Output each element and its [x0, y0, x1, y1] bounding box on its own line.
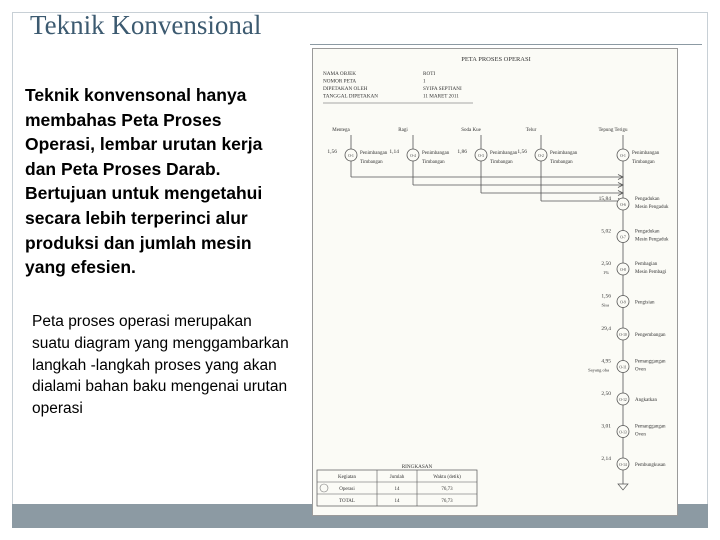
op-code: O-7: [620, 235, 626, 240]
chart-header-value: SYIFA SEPTIANI: [423, 86, 462, 92]
op-code: O-2: [538, 154, 544, 158]
summary-header: Waktu (detik): [433, 475, 461, 480]
op-time: 4,95: [601, 358, 611, 365]
operation-process-chart: [313, 49, 679, 517]
op-label: Pengadukan: [635, 197, 660, 202]
chart-header-value: 11 MARET 2011: [423, 93, 459, 100]
summary-cell: TOTAL: [339, 499, 355, 504]
summary-cell: 14: [394, 487, 400, 492]
op-time: 5,02: [601, 228, 611, 235]
definition-paragraph: Peta proses operasi merupakan suatu diagram yang menggambarkan langkah -langkah proses yang akan dialami bahan baku mengenai urutan operasi: [32, 313, 289, 418]
op-time: 15,84: [598, 196, 611, 202]
op-label: Timbangan: [550, 160, 573, 165]
op-label: Pengadukan: [635, 229, 660, 235]
flow-end-marker: [618, 484, 628, 490]
op-note: 1%: [603, 270, 609, 275]
op-time: 29,4: [601, 326, 611, 332]
chart-header-value: ROTI: [423, 71, 436, 77]
op-code: O-13: [619, 430, 627, 435]
op-note: Sisa: [601, 302, 609, 308]
material-label: Soda Kue: [461, 128, 481, 133]
summary-title: RINGKASAN: [401, 464, 433, 470]
op-label: Angkatkan: [635, 398, 657, 403]
op-code: O-4: [410, 154, 416, 158]
title-divider: [310, 44, 702, 45]
op-label: Mesin Pengaduk: [635, 205, 669, 210]
chart-header-label: NOMOR PETA: [323, 78, 357, 85]
summary-op-symbol: [320, 484, 328, 492]
op-code: O-6: [620, 203, 626, 207]
op-label: Pengisian: [635, 300, 655, 306]
op-label: Timbangan: [360, 160, 383, 165]
material-label: Mentega: [332, 128, 350, 133]
op-label: Mesin Pengaduk: [635, 237, 669, 243]
op-time: 2,14: [601, 456, 611, 462]
op-label: Penimbangan: [632, 151, 660, 156]
op-time: 1,86: [457, 149, 467, 155]
op-code: O-9: [620, 300, 626, 305]
op-time: 3,01: [601, 423, 611, 430]
op-label: Pembagian: [635, 262, 658, 267]
op-label: Pengembangan: [635, 333, 666, 338]
op-label: Penimbangan: [490, 151, 518, 156]
operation-process-chart-image: [312, 48, 678, 516]
chart-title: PETA PROSES OPERASI: [461, 56, 531, 63]
chart-header-label: DIPETAKAN OLEH: [323, 86, 368, 92]
op-code: O-10: [619, 333, 627, 337]
op-label: Timbangan: [632, 160, 655, 165]
op-code: O-1: [348, 154, 354, 158]
summary-header: Kegiatan: [337, 475, 357, 480]
op-label: Penimbangan: [550, 151, 578, 156]
op-label: Pemanggangan: [635, 424, 666, 430]
chart-header-value: 1: [423, 78, 426, 85]
op-label: Pembungkusan: [635, 463, 666, 468]
op-code: O-8: [620, 268, 626, 272]
material-label: Telur: [525, 128, 537, 133]
op-code: O-11: [619, 365, 627, 370]
op-time: 1,14: [389, 149, 399, 155]
op-label: Oven: [635, 432, 646, 438]
op-label: Timbangan: [422, 160, 445, 165]
op-time: 1,56: [327, 149, 337, 155]
op-code: O-14: [619, 463, 627, 467]
op-note: Sayang oba: [588, 367, 609, 373]
op-code: O-3: [478, 154, 484, 158]
op-label: Oven: [635, 367, 646, 373]
op-code: O-12: [619, 398, 627, 402]
op-label: Pemanggangan: [635, 359, 666, 365]
intro-paragraph: Teknik konvensonal hanya membahas Peta Proses Operasi, lembar urutan kerja dan Peta Proses Darab. Bertujuan untuk mengetahui secara lebih terperinci alur produksi dan jumlah mesin yang efesien.: [25, 85, 263, 278]
summary-cell: 76,73: [441, 499, 453, 504]
op-time: 2,50: [601, 261, 611, 267]
summary-header: Jumlah: [389, 475, 405, 480]
material-label: Tepung Terigu: [598, 128, 628, 133]
slide-title: Teknik Konvensional: [30, 10, 262, 40]
chart-header-label: NAMA OBJEK: [323, 71, 357, 77]
summary-cell: Operasi: [339, 487, 355, 492]
op-label: Timbangan: [490, 160, 513, 165]
op-label: Penimbangan: [360, 151, 388, 156]
summary-cell: 76,73: [441, 487, 453, 492]
chart-header-label: TANGGAL DIPETAKAN: [323, 93, 379, 100]
op-time: 1,56: [601, 293, 611, 300]
op-code: O-1: [620, 154, 626, 158]
op-time: 1,56: [517, 149, 527, 155]
summary-cell: 14: [394, 499, 400, 504]
op-time: 2,50: [601, 391, 611, 397]
material-label: Ragi: [398, 128, 408, 133]
op-label: Mesin Pembagi: [635, 270, 667, 275]
op-label: Penimbangan: [422, 151, 450, 156]
